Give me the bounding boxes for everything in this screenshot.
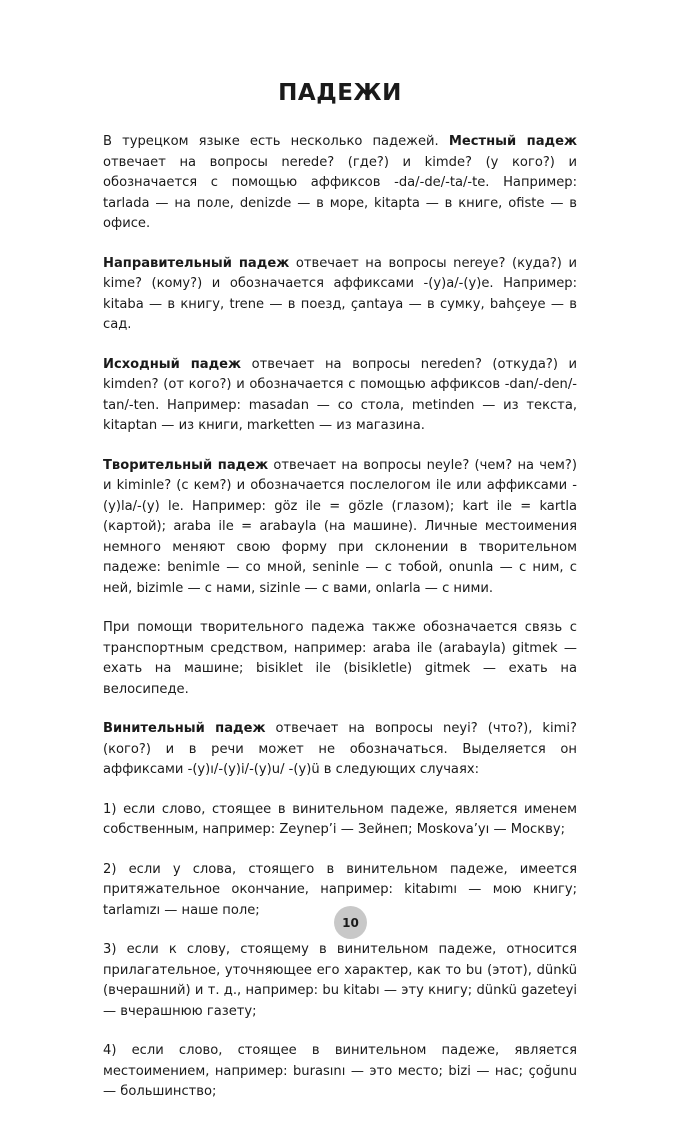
paragraph-case-3 [103,940,577,1022]
paragraph-text: отвечает на вопросы nereden? (откуда?) и kimden? (от кого?) и обозначается с помощью аффиксов -dan/-den/-tan/-ten. Например: masadan — со стола, metinden — из текста, kitaptan — из книги, marketten — из магазина. [103,356,577,433]
page-number: 10 [342,915,359,930]
paragraph-dative [103,254,577,336]
paragraph-text: 3) если к слову, стоящему в винительном падеже, относится прилагательное, уточняющее его характер, как то bu (этот), dünkü (вчерашний) и т. д., например: bu kitabı — эту книгу; dünkü gazeteyi — вчерашнюю газету; [103,942,577,1019]
paragraph-ablative [103,355,577,437]
paragraph-text: отвечает на вопросы nereye? (куда?) и kime? (кому?) и обозначается аффиксами -(y)a/-(y)e. Например: kitaba — в книгу, trene — в поезд, çantaya — в сумку, bahçeye — в сад. [103,255,577,332]
paragraph-text: отвечает на вопросы nerede? (где?) и kimde? (у кого?) и обозначается с помощью аффиксов -da/-de/-ta/-te. Например: tarlada — на поле, denizde — в море, kitapta — в книге, ofiste — в офисе. [103,154,577,231]
page-title: ПАДЕЖИ [278,80,402,106]
case-term: Исходный падеж [103,356,242,372]
paragraph-instrumental [103,456,577,600]
case-term: Винительный падеж [103,721,266,736]
paragraph-text: При помощи творительного падежа также обозначается связь с транспортным средством, например: araba ile (arabayla) gitmek — ехать на машине; bisiklet ile (bisikletle) gitmek — ехать на велосипеде. [103,620,577,697]
paragraph-text: 4) если слово, стоящее в винительном падеже, является местоимением, например: burasını — это место; bizi — нас; çoğunu — большинство; [103,1043,577,1099]
paragraph-transport [103,618,577,700]
paragraph-text: В турецком языке есть несколько падежей. [103,134,449,149]
case-term: Местный падеж [448,134,578,149]
case-term: Направительный падеж [103,255,290,271]
paragraph-accusative [103,719,577,781]
case-term: Творительный падеж [103,457,269,473]
paragraph-text: отвечает на вопросы neyle? (чем? на чем?) и kiminle? (с кем?) и обозначается послелогом ile или аффиксами -(y)la/-(y) le. Например: göz ile = gözle (глазом); kart ile = kartla (картой); araba ile = arabayla (на машине). Личные местоимения немного меняют свою форму при склонении в творительном падеже: benimle — со мной, seninle — с тобой, onunla — с ним, с ней, bizimle — с нами, sizinle — с вами, onlarla — с ними. [103,457,577,596]
paragraph-case-1 [103,800,577,841]
paragraph-text: отвечает на вопросы neyi? (что?), kimi? (кого?) и в речи может не обозначаться. Выделяется он аффиксами -(y)ı/-(y)i/-(y)u/ -(y)ü в следующих случаях: [103,721,577,777]
paragraph-text: 1) если слово, стоящее в винительном падеже, является именем собственным, например: Zeynep’i — Зейнеп; Moskova’yı — Москву; [103,801,577,837]
paragraph-case-4 [103,1041,577,1103]
paragraph-text: 2) если у слова, стоящего в винительном падеже, имеется притяжательное окончание, например: kitabımı — мою книгу; tarlamızı — наше поле; [103,861,577,918]
page-number-badge [334,906,367,939]
paragraph-locative [103,132,577,235]
text-body [103,132,577,1122]
